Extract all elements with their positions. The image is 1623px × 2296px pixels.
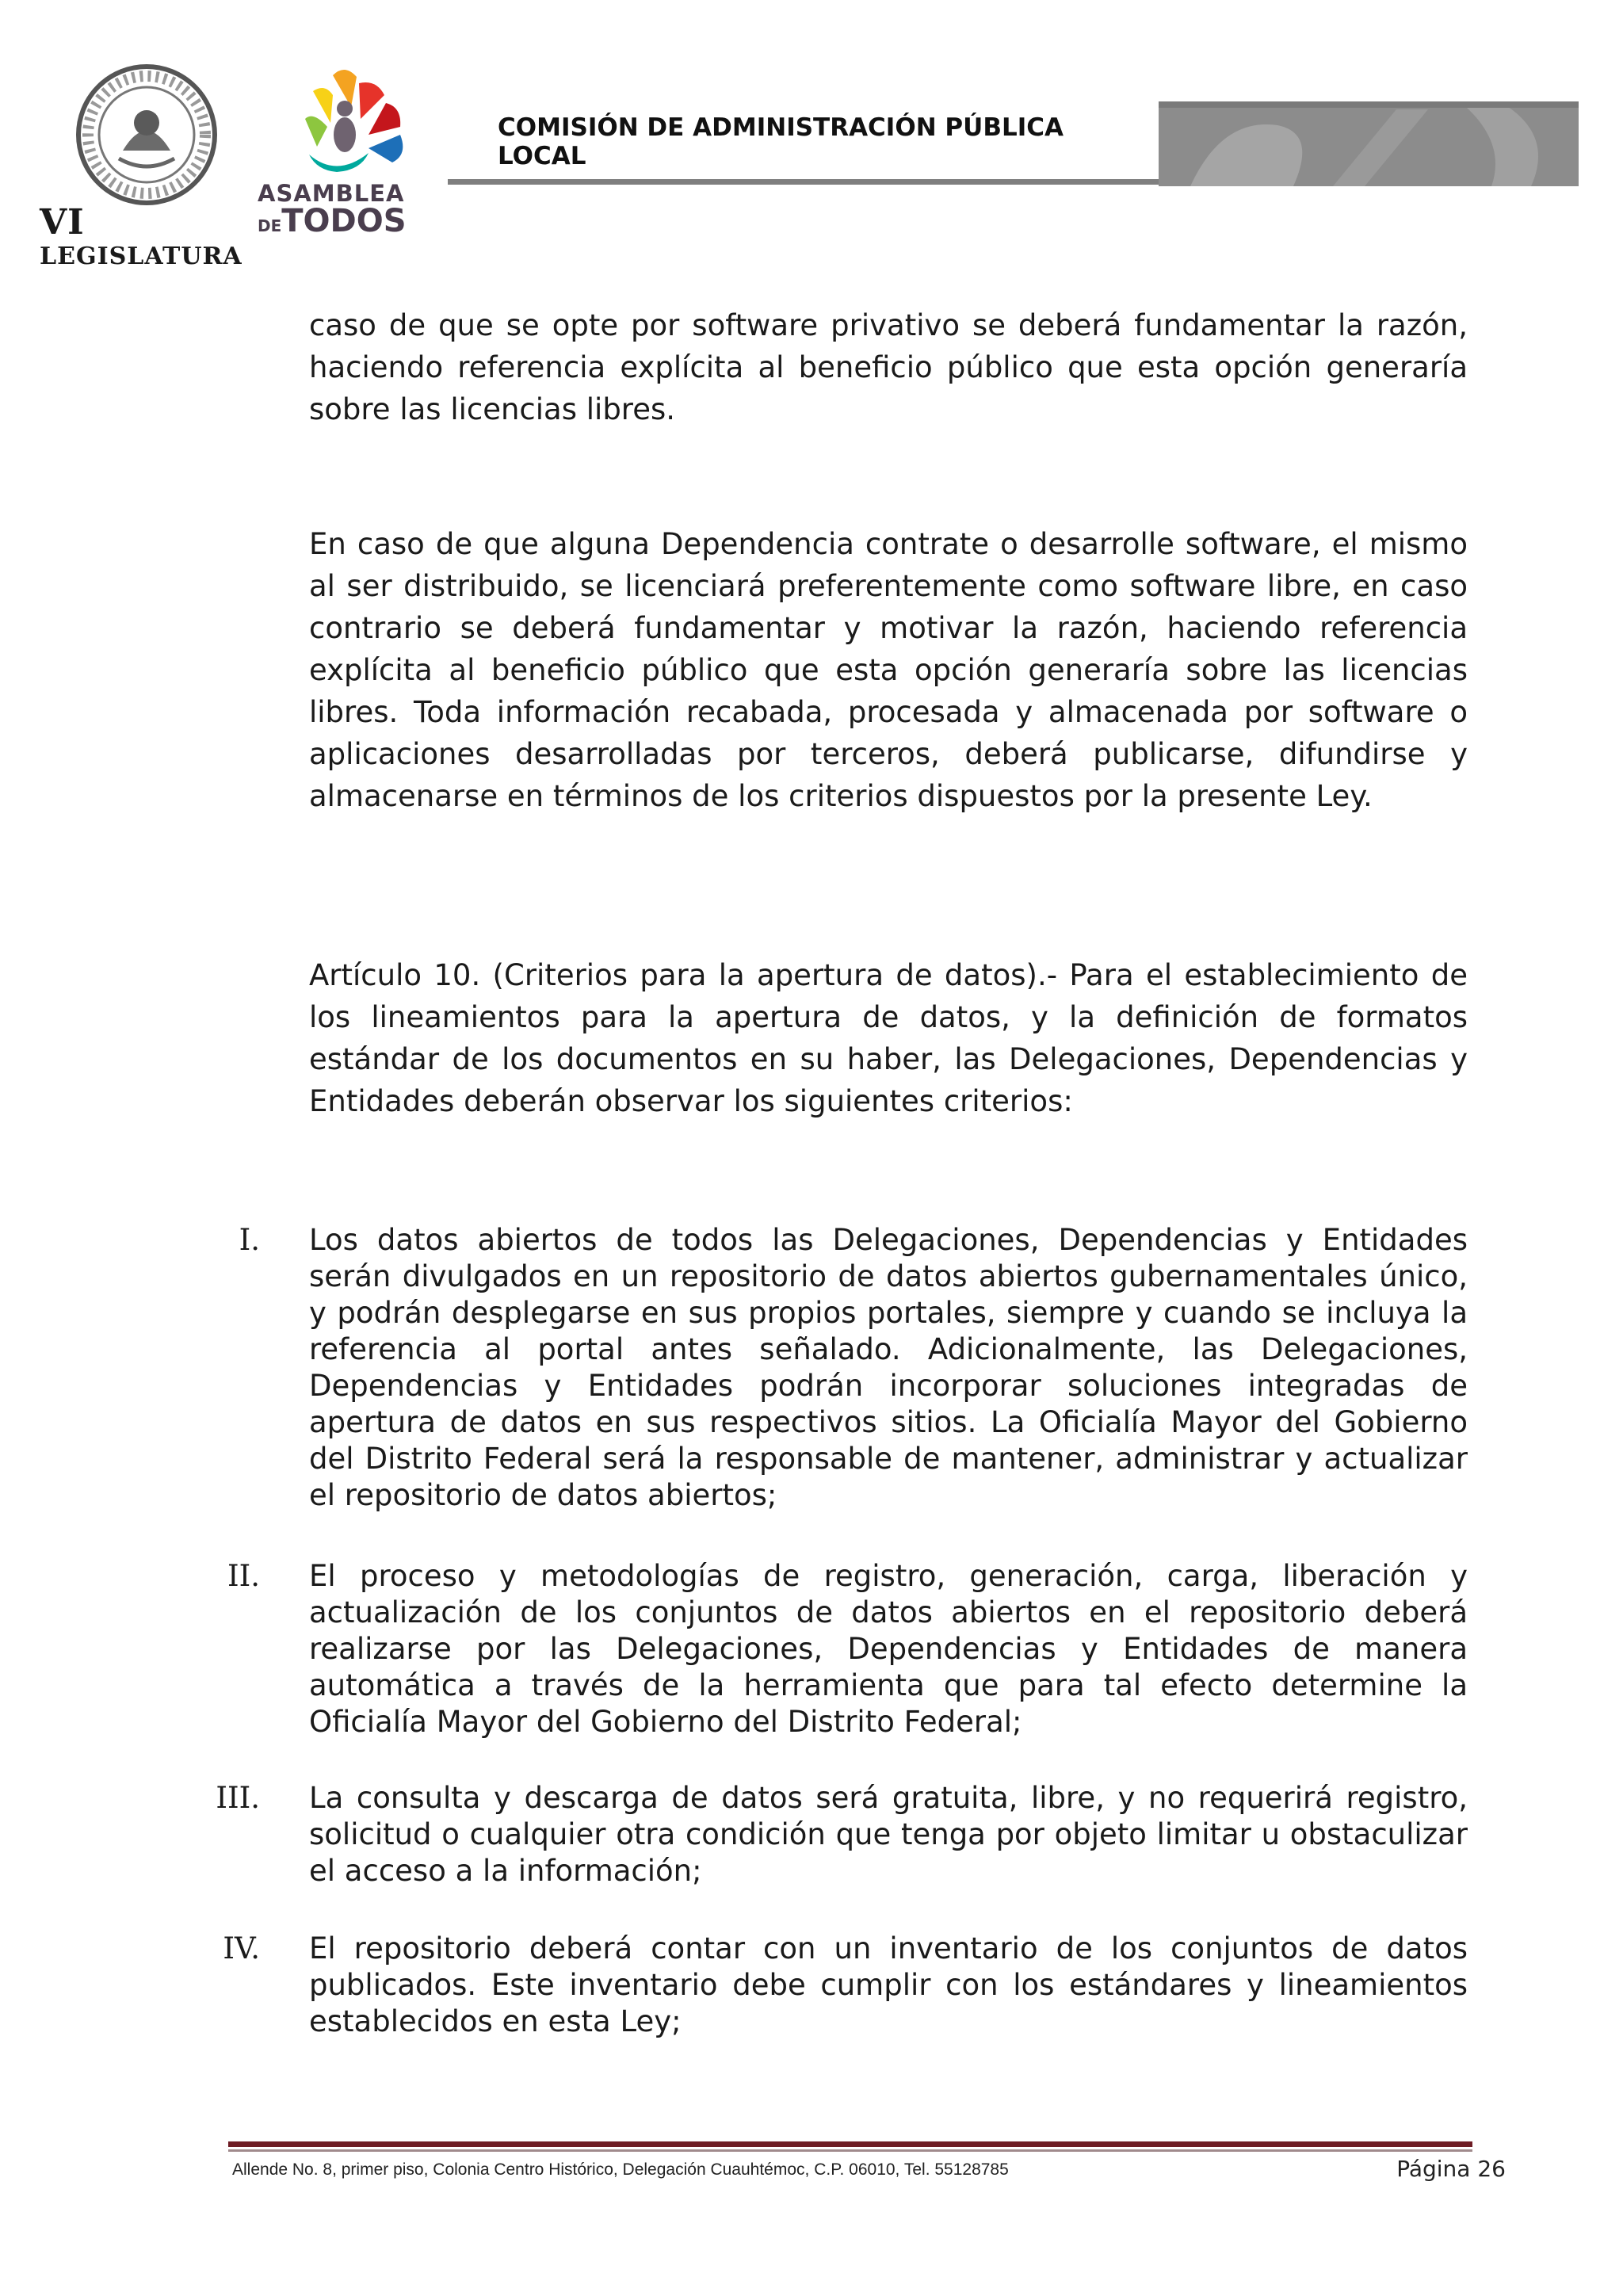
footer-rule-secondary xyxy=(228,2149,1472,2152)
asamblea-de-todos-wordmark xyxy=(258,182,432,237)
header-decorative-band xyxy=(1159,101,1579,186)
page-number: Página 26 xyxy=(1396,2156,1506,2182)
legislature-label xyxy=(40,202,246,270)
list-item-text: La consulta y descarga de datos será gratuita, libre, y no requerirá registro, solicitud o cualquier otra condición que tenga por objeto limitar u obstaculizar el acceso a la información; xyxy=(309,1781,1468,1888)
list-numeral: II. xyxy=(227,1559,260,1593)
paragraph-article-10: Artículo 10. (Criterios para la apertura de datos).- Para el establecimiento de los lineamientos para la apertura de datos, y la definición de formatos estándar de los documentos en su haber, las Delegaciones, Dependencias y Entidades deberán observar los siguientes criterios: xyxy=(309,958,1468,1118)
brand-line-2-prefix: DE xyxy=(258,216,282,235)
paragraph-software-licensing: En caso de que alguna Dependencia contrate o desarrolle software, el mismo al ser distribuido, se licenciará preferentemente como software libre, en caso contrario se deberá fundamentar y motivar la razón, haciendo referencia explícita al beneficio público que esta opción generaría sobre las licencias libres. Toda información recabada, procesada y almacenada por software o aplicaciones desarrolladas por terceros, deberá publicarse, difundirse y almacenarse en términos de los criterios dispuestos por la presente Ley. xyxy=(309,527,1468,813)
legislature-word: LEGISLATURA xyxy=(40,243,242,270)
header-logos xyxy=(40,55,436,270)
brand-line-2-main: TODOS xyxy=(281,203,407,239)
list-numeral: I. xyxy=(239,1223,260,1257)
list-numeral: IV. xyxy=(223,1931,260,1966)
header-rule xyxy=(448,179,1161,185)
list-item-text: El repositorio deberá contar con un inventario de los conjuntos de datos publicados. Este inventario debe cumplir con los estándares y lineamientos establecidos en esta Ley; xyxy=(309,1931,1468,2038)
footer-rule xyxy=(228,2141,1472,2147)
paragraph-continuation: caso de que se opte por software privativo se deberá fundamentar la razón, haciendo referencia explícita al beneficio público que esta opción generaría sobre las licencias libres. xyxy=(309,308,1468,426)
list-item-text: El proceso y metodologías de registro, generación, carga, liberación y actualización de los conjuntos de datos abiertos en el repositorio deberá realizarse por las Delegaciones, Dependencias y Entidades de manera automática a través de la herramienta que para tal efecto determine la Oficialía Mayor del Gobierno del Distrito Federal; xyxy=(309,1559,1468,1739)
legislative-assembly-seal-icon xyxy=(75,63,218,206)
list-item-text: Los datos abiertos de todos las Delegaciones, Dependencias y Entidades serán divulgados en un repositorio de datos abiertos gubernamentales único, y podrán desplegarse en sus propios portales, siempre y cuando se incluya la referencia al portal antes señalado. Adicionalmente, las Delegaciones, Dependencias y Entidades podrán incorporar soluciones integradas de apertura de datos en sus respectivos sitios. La Oficialía Mayor del Gobierno del Distrito Federal será la responsable de mantener, administrar y actualizar el repositorio de datos abiertos; xyxy=(309,1223,1468,1512)
list-numeral: III. xyxy=(216,1781,260,1815)
legislature-numeral: VI xyxy=(40,202,85,243)
commission-title: COMISIÓN DE ADMINISTRACIÓN PÚBLICA LOCAL xyxy=(498,113,1064,170)
footer-address: Allende No. 8, primer piso, Colonia Centro Histórico, Delegación Cuauhtémoc, C.P. 06010, Tel. 55128785 xyxy=(232,2160,1009,2179)
brand-line-1: ASAMBLEA xyxy=(258,180,405,207)
